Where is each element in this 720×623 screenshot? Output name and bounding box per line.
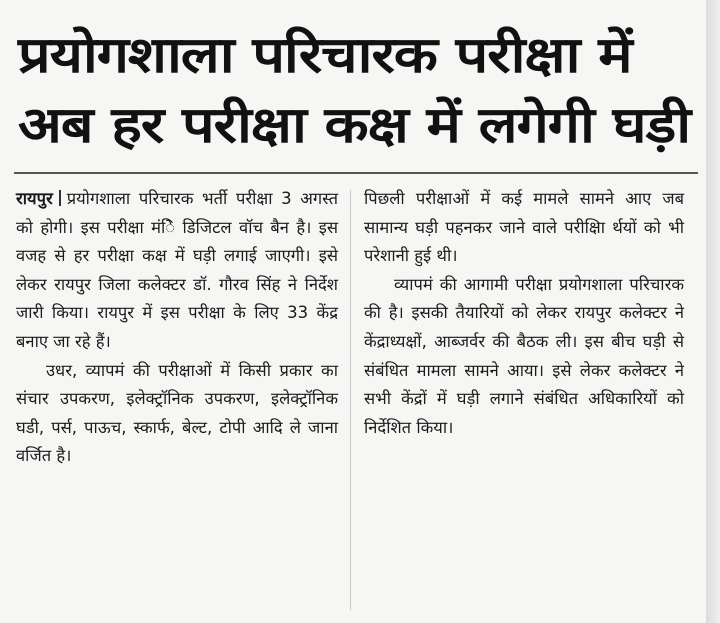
- dateline: रायपुर: [16, 189, 53, 208]
- article-paragraph: व्यापमं की आगामी परीक्षा प्रयोगशाला परिचारक की है। इसकी तैयारियों को लेकर रायपुर कलेक्टर ने केंद्राध्यक्षों, आब्जर्वर की बैठक ली। इस बीच घड़ी से संबंधित मामला सामने आया। इसे लेकर कलेक्टर ने सभी केंद्रों में घड़ी लगाने संबंधित अधिकारियों को निर्देशित किया।: [364, 274, 684, 437]
- headline: [18, 20, 698, 160]
- article-paragraph: [16, 185, 338, 357]
- page-edge: [706, 0, 720, 623]
- article-paragraph: पिछली परीक्षाओं में कई मामले सामने आए जब सामान्य घड़ी पहनकर जाने वाले परीक्षाि र्थयों को भी परेशानी हुई थी।: [364, 189, 684, 266]
- headline-line-1: प्रयोगशाला परिचारक परीक्षा में: [18, 26, 632, 84]
- article-column-2: [364, 185, 684, 442]
- headline-line-2: अब हर परीक्षा कक्ष में लगेगी घड़ी: [18, 96, 690, 154]
- article-column-1: [16, 185, 338, 471]
- dateline-separator: [59, 190, 61, 206]
- headline-rule: [14, 172, 698, 174]
- column-gutter: [350, 190, 351, 610]
- paragraph-text: प्रयोगशाला परिचारक भर्ती परीक्षा 3 अगस्त को होगी। इस परीक्षा मंेि डिजिटल वॉच बैन है। इस वजह से हर परीक्षा कक्ष में घड़ी लगाई जाएगी। इसे लेकर रायपुर जिला कलेक्टर डॉ. गौरव सिंह ने निर्देश जारी किया। रायपुर में इस परीक्षा के लिए 33 केंद्र बनाए जा रहे हैं।: [16, 189, 338, 351]
- article-paragraph: उधर, व्यापमं की परीक्षाओं में किसी प्रकार का संचार उपकरण, इलेक्ट्रॉनिक उपकरण, इलेक्ट्रॉनिक घडी, पर्स, पाऊच, स्कार्फ, बेल्ट, टोपी आदि ले जाना वर्जित है।: [16, 360, 338, 466]
